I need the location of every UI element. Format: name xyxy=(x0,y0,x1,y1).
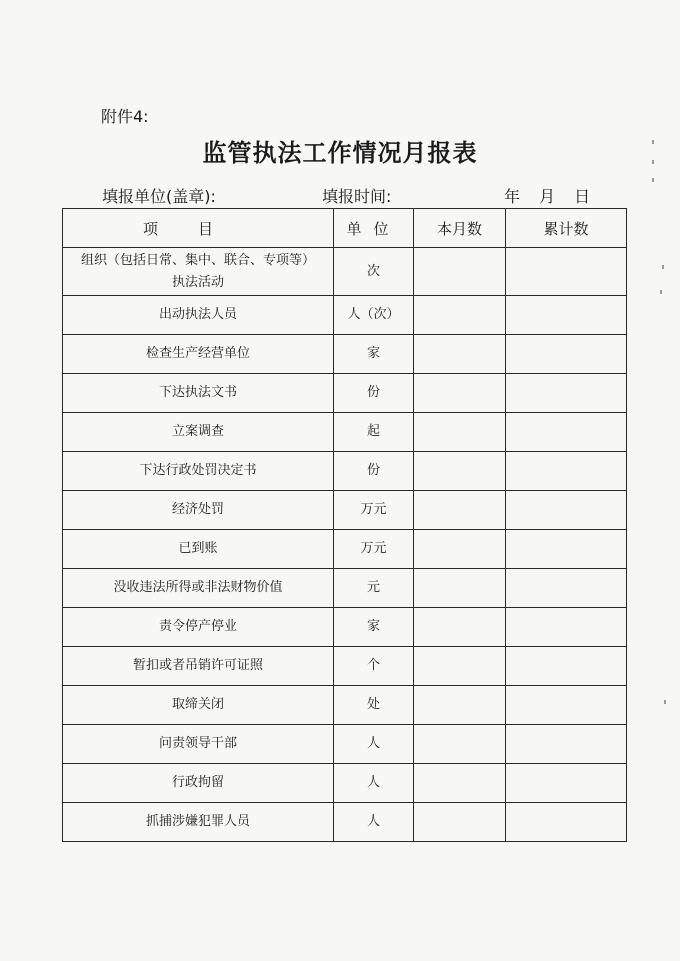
item-cell: 问责领导干部 xyxy=(63,725,334,764)
item-cell: 已到账 xyxy=(63,530,334,569)
item-cell: 行政拘留 xyxy=(63,764,334,803)
header-month: 本月数 xyxy=(414,209,506,248)
table-row xyxy=(63,335,627,374)
table-row xyxy=(63,764,627,803)
unit-cell: 次 xyxy=(334,248,414,296)
month-value-cell[interactable] xyxy=(414,569,506,608)
document-title: 监管执法工作情况月报表 xyxy=(202,138,478,167)
total-value-cell[interactable] xyxy=(506,803,627,842)
month-value-cell[interactable] xyxy=(414,725,506,764)
unit-cell: 个 xyxy=(334,647,414,686)
month-value-cell[interactable] xyxy=(414,647,506,686)
unit-cell: 处 xyxy=(334,686,414,725)
fill-time-label: 填报时间: xyxy=(322,187,392,206)
unit-cell: 起 xyxy=(334,413,414,452)
item-cell: 责令停产停业 xyxy=(63,608,334,647)
month-value-cell[interactable] xyxy=(414,608,506,647)
table-row xyxy=(63,686,627,725)
unit-cell: 人 xyxy=(334,764,414,803)
report-table xyxy=(62,208,627,842)
month-value-cell[interactable] xyxy=(414,491,506,530)
header-unit: 单位 xyxy=(334,209,414,248)
month-value-cell[interactable] xyxy=(414,374,506,413)
unit-cell: 万元 xyxy=(334,491,414,530)
total-value-cell[interactable] xyxy=(506,764,627,803)
month-value-cell[interactable] xyxy=(414,296,506,335)
total-value-cell[interactable] xyxy=(506,530,627,569)
table-row xyxy=(63,608,627,647)
table-row xyxy=(63,413,627,452)
total-value-cell[interactable] xyxy=(506,452,627,491)
table-row xyxy=(63,491,627,530)
month-value-cell[interactable] xyxy=(414,248,506,296)
scan-speck xyxy=(664,700,666,704)
total-value-cell[interactable] xyxy=(506,335,627,374)
unit-cell: 人 xyxy=(334,725,414,764)
total-value-cell[interactable] xyxy=(506,608,627,647)
item-cell: 经济处罚 xyxy=(63,491,334,530)
unit-cell: 元 xyxy=(334,569,414,608)
unit-cell: 份 xyxy=(334,452,414,491)
total-value-cell[interactable] xyxy=(506,647,627,686)
date-label: 年 月 日 xyxy=(504,187,591,206)
item-cell: 没收违法所得或非法财物价值 xyxy=(63,569,334,608)
filler-unit-label: 填报单位(盖章): xyxy=(102,187,216,206)
unit-cell: 万元 xyxy=(334,530,414,569)
table-row xyxy=(63,530,627,569)
table-row xyxy=(63,374,627,413)
total-value-cell[interactable] xyxy=(506,725,627,764)
header-total: 累计数 xyxy=(506,209,627,248)
month-value-cell[interactable] xyxy=(414,686,506,725)
item-cell: 立案调查 xyxy=(63,413,334,452)
item-cell: 出动执法人员 xyxy=(63,296,334,335)
month-value-cell[interactable] xyxy=(414,530,506,569)
month-value-cell[interactable] xyxy=(414,452,506,491)
month-value-cell[interactable] xyxy=(414,764,506,803)
item-cell: 下达行政处罚决定书 xyxy=(63,452,334,491)
table-row xyxy=(63,248,627,296)
unit-cell: 人 xyxy=(334,803,414,842)
header-row xyxy=(63,209,627,248)
attachment-label: 附件4: xyxy=(101,107,149,126)
item-cell: 暂扣或者吊销许可证照 xyxy=(63,647,334,686)
table-row xyxy=(63,296,627,335)
scan-speck xyxy=(662,265,664,269)
table-row xyxy=(63,803,627,842)
total-value-cell[interactable] xyxy=(506,248,627,296)
table-row xyxy=(63,452,627,491)
item-cell: 组织（包括日常、集中、联合、专项等）执法活动 xyxy=(63,248,334,296)
month-value-cell[interactable] xyxy=(414,413,506,452)
header-item: 项目 xyxy=(63,209,334,248)
total-value-cell[interactable] xyxy=(506,686,627,725)
total-value-cell[interactable] xyxy=(506,296,627,335)
item-cell: 下达执法文书 xyxy=(63,374,334,413)
table-row xyxy=(63,569,627,608)
unit-cell: 人（次） xyxy=(334,296,414,335)
total-value-cell[interactable] xyxy=(506,491,627,530)
scan-speck xyxy=(652,160,654,164)
item-cell: 取缔关闭 xyxy=(63,686,334,725)
scan-speck xyxy=(660,290,662,294)
item-cell: 检查生产经营单位 xyxy=(63,335,334,374)
table-row xyxy=(63,725,627,764)
table-row xyxy=(63,647,627,686)
unit-cell: 家 xyxy=(334,608,414,647)
scan-speck xyxy=(652,178,654,182)
total-value-cell[interactable] xyxy=(506,413,627,452)
scan-speck xyxy=(652,140,654,144)
unit-cell: 家 xyxy=(334,335,414,374)
month-value-cell[interactable] xyxy=(414,803,506,842)
total-value-cell[interactable] xyxy=(506,569,627,608)
unit-cell: 份 xyxy=(334,374,414,413)
month-value-cell[interactable] xyxy=(414,335,506,374)
item-cell: 抓捕涉嫌犯罪人员 xyxy=(63,803,334,842)
total-value-cell[interactable] xyxy=(506,374,627,413)
